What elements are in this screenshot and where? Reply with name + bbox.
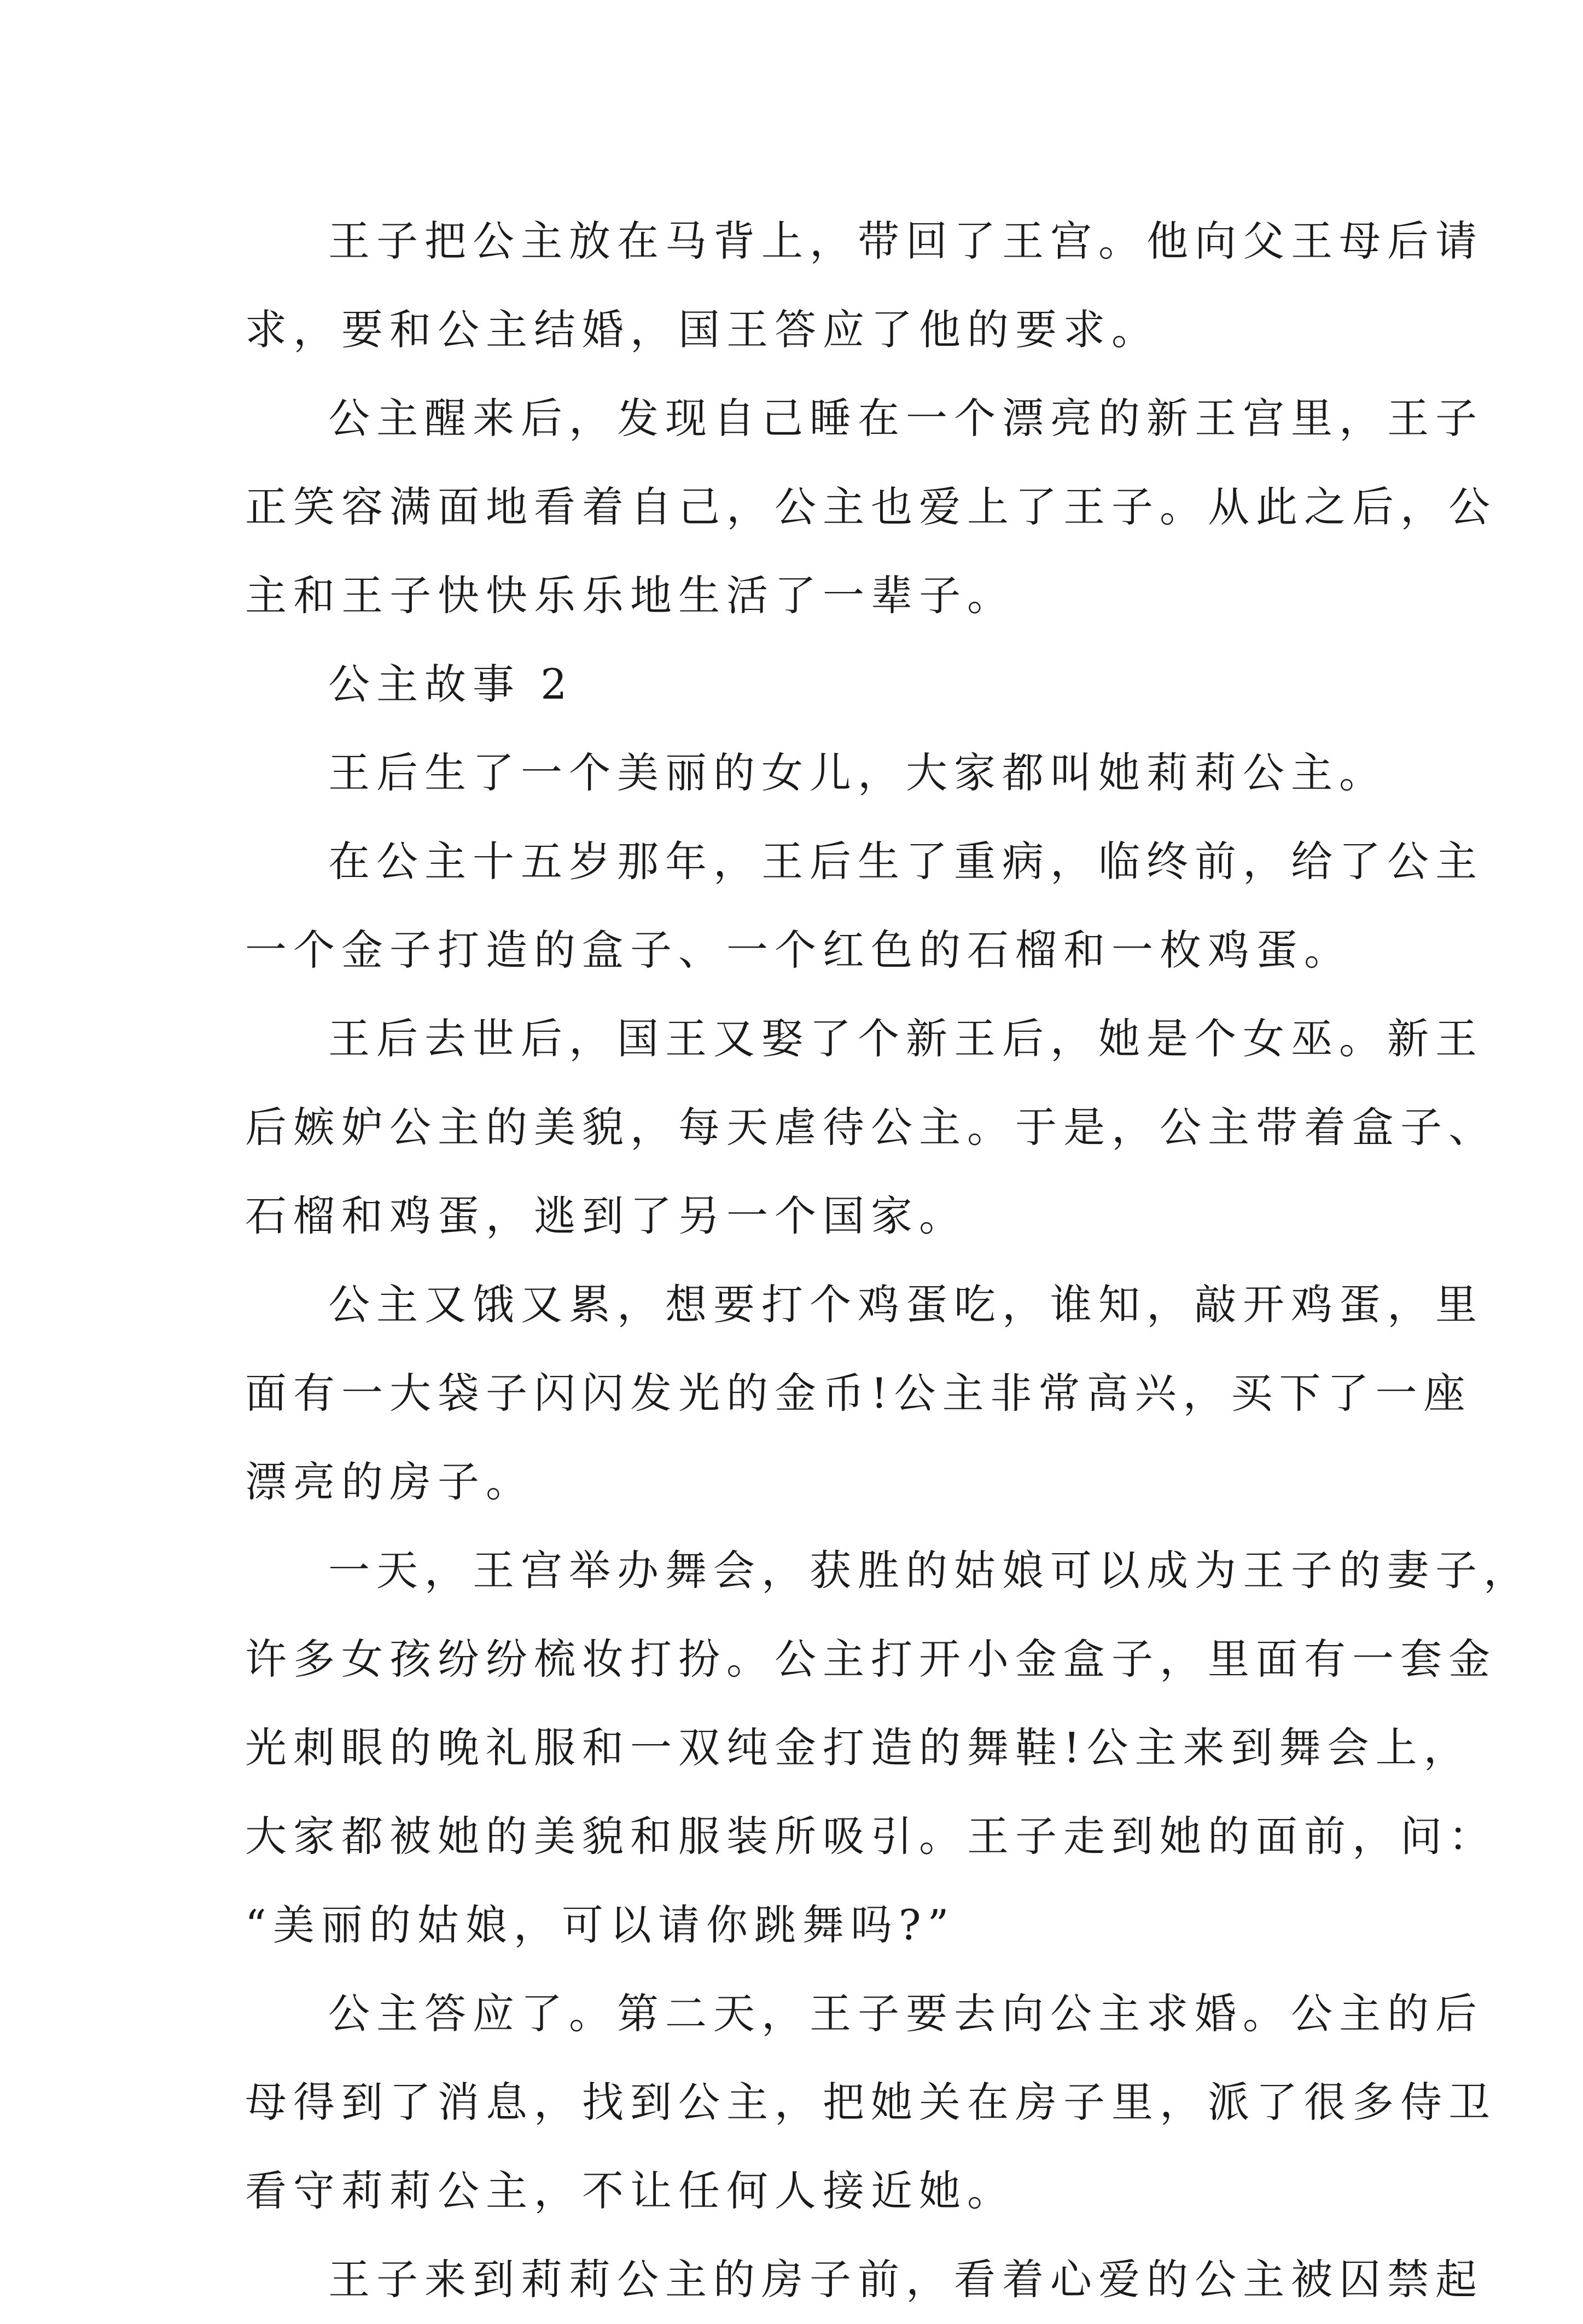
text-line: 王子来到莉莉公主的房子前，看着心爱的公主被囚禁起 <box>328 2255 1483 2304</box>
body-text <box>245 197 1532 2324</box>
text-line: 光刺眼的晚礼服和一双纯金打造的舞鞋!公主来到舞会上， <box>245 1723 1472 1772</box>
text-line: 在公主十五岁那年，王后生了重病，临终前，给了公主 <box>328 837 1483 886</box>
text-line: 主和王子快快乐乐地生活了一辈子。 <box>245 571 1015 620</box>
text-line: 求，要和公主结婚，国王答应了他的要求。 <box>245 305 1160 354</box>
text-line: 许多女孩纷纷梳妆打扮。公主打开小金盒子，里面有一套金 <box>245 1635 1497 1683</box>
text-line: 王后去世后，国王又娶了个新王后，她是个女巫。新王 <box>328 1014 1483 1063</box>
text-line: 大家都被她的美貌和服装所吸引。王子走到她的面前，问： <box>245 1812 1497 1861</box>
text-line: 一个金子打造的盒子、一个红色的石榴和一枚鸡蛋。 <box>245 926 1352 974</box>
text-line: 王后生了一个美丽的女儿，大家都叫她莉莉公主。 <box>328 748 1387 797</box>
text-line: 一天，王宫举办舞会，获胜的姑娘可以成为王子的妻子， <box>328 1546 1532 1595</box>
section-heading: 公主故事 2 <box>328 660 574 708</box>
text-line: 公主答应了。第二天，王子要去向公主求婚。公主的后 <box>328 1989 1483 2038</box>
text-line: 正笑容满面地看着自己，公主也爱上了王子。从此之后，公 <box>245 483 1497 531</box>
text-line: 看守莉莉公主，不让任何人接近她。 <box>245 2166 1015 2215</box>
text-line: 公主又饿又累，想要打个鸡蛋吃，谁知，敲开鸡蛋，里 <box>328 1280 1483 1329</box>
text-line: 后嫉妒公主的美貌，每天虐待公主。于是，公主带着盒子、 <box>245 1103 1497 1152</box>
text-line: 王子把公主放在马背上，带回了王宫。他向父王母后请 <box>328 217 1483 265</box>
text-line: 母得到了消息，找到公主，把她关在房子里，派了很多侍卫 <box>245 2078 1497 2127</box>
text-line: 面有一大袋子闪闪发光的金币!公主非常高兴，买下了一座 <box>245 1369 1472 1417</box>
text-line: “美丽的姑娘，可以请你跳舞吗?” <box>245 1901 956 1949</box>
text-line: 漂亮的房子。 <box>245 1457 534 1506</box>
text-line: 石榴和鸡蛋，逃到了另一个国家。 <box>245 1192 967 1240</box>
text-line: 公主醒来后，发现自己睡在一个漂亮的新王宫里，王子 <box>328 394 1483 443</box>
